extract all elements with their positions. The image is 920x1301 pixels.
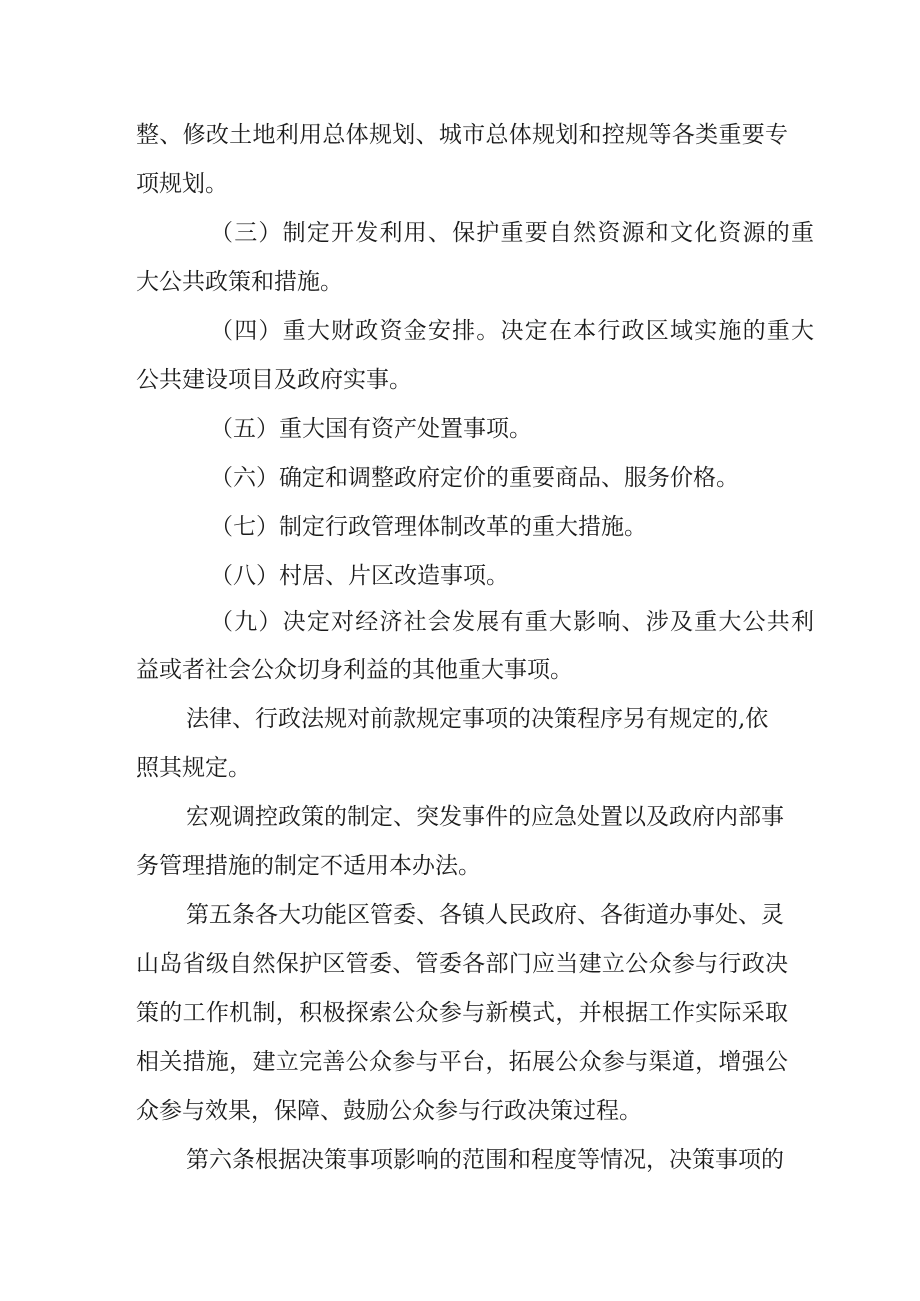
body-line-1: 整、修改土地利用总体规划、城市总体规划和控规等各类重要专 xyxy=(136,122,788,148)
paragraph-macro-line-1: 宏观调控政策的制定、突发事件的应急处置以及政府内部事 xyxy=(186,804,784,830)
article-5-line-1: 第五条各大功能区管委、各镇人民政府、各街道办事处、灵 xyxy=(186,902,784,928)
item-9-line-2: 益或者社会公众切身利益的其他重大事项。 xyxy=(136,657,573,683)
item-3-line-1: （三）制定开发利用、保护重要自然资源和文化资源的重 xyxy=(210,220,814,246)
item-9-line-1: （九）决定对经济社会发展有重大影响、涉及重大公共利 xyxy=(210,609,814,635)
article-5-line-3: 策的工作机制，积极探索公众参与新模式，并根据工作实际采取 xyxy=(136,1000,788,1026)
item-7: （七）制定行政管理体制改革的重大措施。 xyxy=(210,514,647,540)
item-6: （六）确定和调整政府定价的重要商品、服务价格。 xyxy=(210,465,739,491)
item-5: （五）重大国有资产处置事项。 xyxy=(210,416,532,442)
article-5-line-2: 山岛省级自然保护区管委、管委各部门应当建立公众参与行政决 xyxy=(136,951,788,977)
paragraph-law-line-2: 照其规定。 xyxy=(136,755,251,781)
item-4-line-2: 公共建设项目及政府实事。 xyxy=(136,367,412,393)
item-4-line-1: （四）重大财政资金安排。决定在本行政区域实施的重大 xyxy=(210,318,814,344)
item-8: （八）村居、片区改造事项。 xyxy=(210,563,509,589)
body-line-2: 项规划。 xyxy=(136,171,228,197)
article-5-line-5: 众参与效果，保障、鼓励公众参与行政决策过程。 xyxy=(136,1098,642,1124)
paragraph-law-line-1: 法律、行政法规对前款规定事项的决策程序另有规定的,依 xyxy=(186,706,769,732)
article-5-line-4: 相关措施，建立完善公众参与平台，拓展公众参与渠道，增强公 xyxy=(136,1049,788,1075)
paragraph-macro-line-2: 务管理措施的制定不适用本办法。 xyxy=(136,853,481,879)
article-6-line-1: 第六条根据决策事项影响的范围和程度等情况，决策事项的 xyxy=(186,1147,784,1173)
item-3-line-2: 大公共政策和措施。 xyxy=(136,269,343,295)
